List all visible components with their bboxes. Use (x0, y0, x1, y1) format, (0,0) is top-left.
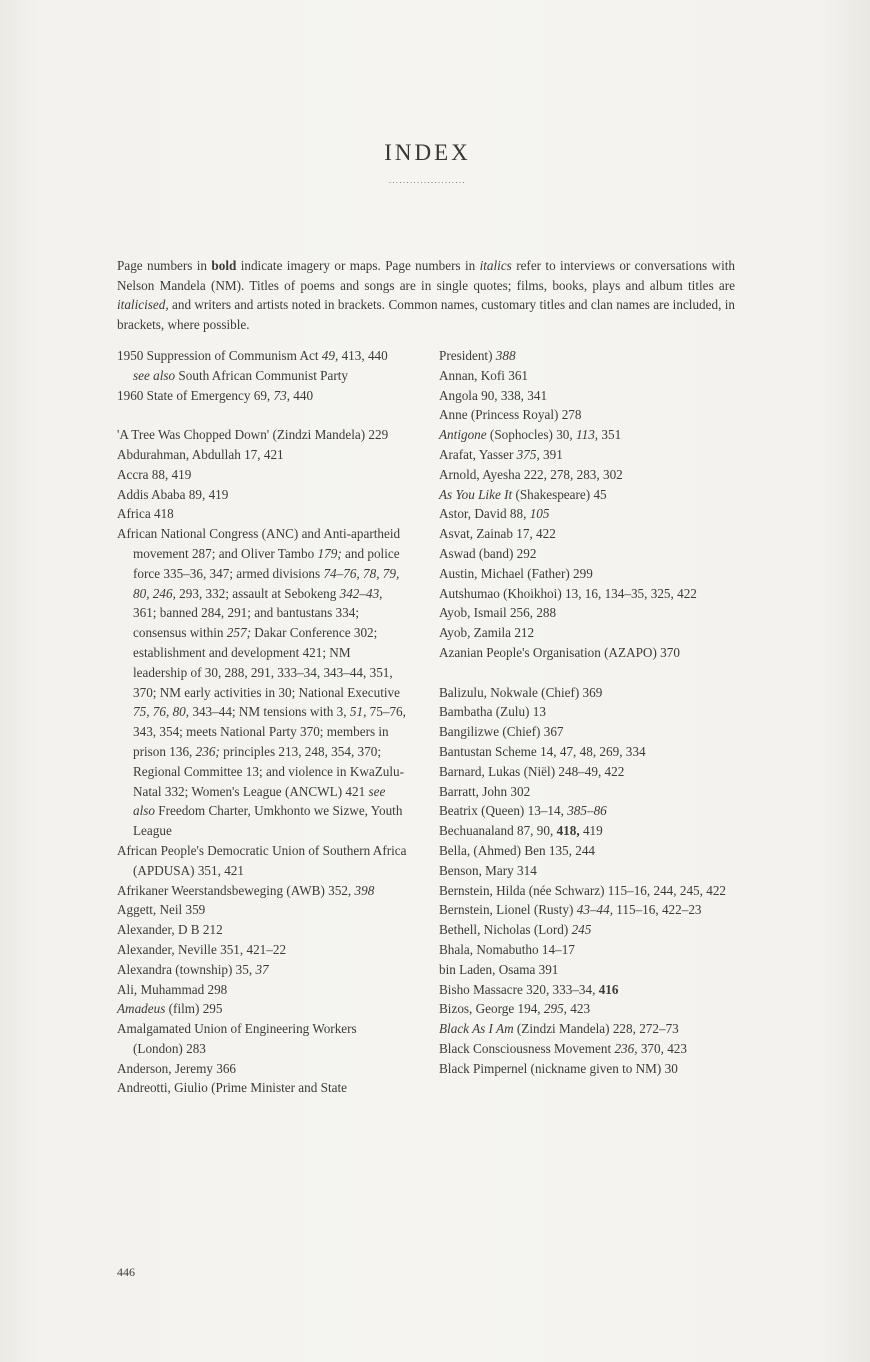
index-entry (439, 425, 739, 445)
index-entry-segment: Barnard, Lukas (Niël) 248–49, 422 (439, 763, 625, 779)
index-entry-segment: 1960 State of Emergency 69, (117, 387, 274, 403)
index-entry-segment: Alexandra (township) 35, (117, 961, 256, 977)
intro-italic-word: italics (479, 258, 512, 273)
index-entry-segment: 73, (273, 387, 290, 403)
index-entry (439, 366, 739, 386)
index-entry-segment: Antigone (439, 427, 487, 443)
index-entry (439, 603, 739, 623)
index-entry-segment: 419 (579, 823, 603, 839)
index-entry-segment: Asvat, Zainab 17, 422 (439, 526, 556, 542)
index-entry (439, 722, 739, 742)
index-entry-segment: 388 (495, 348, 516, 363)
index-entry (439, 465, 739, 485)
index-entry (439, 920, 739, 940)
index-entry-segment: 370, 423 (637, 1040, 687, 1056)
index-entry (439, 485, 739, 505)
index-entry-segment: 413, 440 (338, 348, 388, 363)
intro-text-3: refer to interviews or conversations with Nelson Mandela (NM). Titles of poems and songs are in single quotes; films, books, plays and album titles are (117, 258, 735, 293)
index-entry-segment: Bernstein, Hilda (née Schwarz) 115–16, 244, 245, 422 (439, 882, 727, 898)
index-entry (439, 584, 739, 604)
index-entry (117, 1019, 407, 1059)
index-entry (439, 960, 739, 980)
index-entry (439, 1039, 739, 1059)
index-entry (439, 1019, 739, 1039)
index-entry (117, 980, 407, 1000)
index-entry (439, 861, 739, 881)
index-entry (439, 405, 739, 425)
index-entry (439, 623, 739, 643)
index-entry (117, 1078, 407, 1098)
index-entry (439, 504, 739, 524)
index-entry-segment: Amalgamated Union of Engineering Workers (London) 283 (117, 1021, 357, 1056)
index-entry-segment: Astor, David 88, (439, 506, 530, 522)
index-entry-segment: Bantustan Scheme 14, 47, 48, 269, 334 (439, 743, 646, 759)
index-entry-segment: Freedom Charter, Umkhonto we Sizwe, Youth League (133, 803, 403, 839)
index-entry (439, 1059, 739, 1079)
index-entry-segment: Bambatha (Zulu) 13 (439, 704, 546, 720)
index-entry-segment: Andreotti, Giulio (Prime Minister and State (117, 1080, 348, 1096)
index-entry-segment: Bechuanaland 87, 90, (439, 823, 557, 839)
index-entry-segment: South African Communist Party (175, 367, 349, 383)
index-entry-segment: principles 213, 248, 354, 370; Regional Committee 13; and violence in KwaZulu-Natal 332; Women's League (ANCWL) 421 (133, 743, 405, 799)
index-entry-segment: 'A Tree Was Chopped Down' (Zindzi Mandela) 229 (117, 427, 389, 443)
index-entry-segment: Bernstein, Lionel (Rusty) (439, 902, 577, 918)
index-entry (439, 524, 739, 544)
index-entry-segment: Arafat, Yasser (439, 446, 517, 462)
intro-text-2: indicate imagery or maps. Page numbers in (236, 258, 480, 273)
index-entry (439, 445, 739, 465)
index-entry-segment: see also (133, 783, 386, 819)
index-entry-segment: 74–76, 78, 79, 80, 246, (133, 565, 400, 601)
index-entry-segment: 49, (321, 348, 339, 363)
index-entry-segment: 391 (539, 446, 563, 462)
index-entry-segment: 293, 332; assault at Sebokeng (175, 585, 340, 601)
index-entry-segment: (film) 295 (165, 1001, 223, 1017)
index-entry-segment: (Zindzi Mandela) 228, 272–73 (513, 1021, 679, 1037)
index-entry-segment: Afrikaner Weerstandsbeweging (AWB) 352, (117, 882, 355, 898)
index-entry-segment: 295, (543, 1001, 567, 1017)
index-entry-segment: Ali, Muhammad 298 (117, 981, 228, 997)
index-entry-segment: Alexander, D B 212 (117, 922, 223, 938)
index-entry-segment: Accra 88, 419 (117, 466, 192, 482)
index-entry-segment: 51, (349, 704, 367, 720)
index-entry-segment: Bizos, George 194, (439, 1001, 544, 1017)
index-entry-segment: Austin, Michael (Father) 299 (439, 565, 593, 581)
index-entry (117, 425, 407, 445)
index-entry-segment: Anderson, Jeremy 366 (117, 1060, 237, 1076)
index-entry-segment: 418, (556, 823, 580, 839)
intro-bold-word: bold (211, 258, 237, 273)
index-entry-segment: Addis Ababa 89, 419 (117, 486, 229, 502)
index-entry-segment: Azanian People's Organisation (AZAPO) 370 (439, 644, 680, 660)
index-entry-segment: Abdurahman, Abdullah 17, 421 (117, 446, 284, 462)
index-entry-segment: Black Pimpernel (nickname given to NM) 30 (439, 1060, 678, 1076)
index-entry-segment: 440 (290, 387, 314, 403)
index-entry-segment: Alexander, Neville 351, 421–22 (117, 941, 287, 957)
index-entry (117, 346, 407, 386)
title-ornament: ...................... (389, 176, 466, 185)
index-entry (439, 940, 739, 960)
index-entry (117, 524, 407, 841)
index-entry-segment: 385–86 (567, 803, 607, 819)
index-entry-segment: 1950 Suppression of Communism Act (117, 348, 322, 363)
index-entry (439, 683, 739, 703)
index-entry-segment: Benson, Mary 314 (439, 862, 537, 878)
index-entry-segment: Arnold, Ayesha 222, 278, 283, 302 (439, 466, 623, 482)
index-entry-segment: Aggett, Neil 359 (117, 902, 206, 918)
index-entry-segment: Amadeus (117, 1001, 166, 1017)
index-entry-segment: Dakar Conference 302; establishment and development 421; NM leadership of 30, 288, 291, 333–34, 343–44, 351, 370; NM early activities in 30; National Executive (133, 625, 400, 700)
index-entry (117, 999, 407, 1019)
index-entry-segment: Barratt, John 302 (439, 783, 531, 799)
index-entry-segment: Ayob, Ismail 256, 288 (439, 605, 557, 621)
index-entry-segment: 75–76, 343, 354; meets National Party 370; members in prison 136, (133, 704, 406, 759)
index-entry (439, 980, 739, 1000)
index-entry-segment: President) (439, 348, 496, 363)
index-entry-segment: As You Like It (439, 486, 513, 502)
index-entry-segment: 245 (571, 922, 592, 938)
index-entry-segment: Aswad (band) 292 (439, 545, 537, 561)
index-entry (439, 841, 739, 861)
index-entry-segment: 361; banned 284, 291; and bantustans 334; consensus within (133, 605, 359, 641)
index-entry (439, 762, 739, 782)
index-entry-segment: 423 (566, 1001, 591, 1017)
index-entry-segment: Bisho Massacre 320, 333–34, (439, 981, 599, 997)
index-entry (117, 1059, 407, 1079)
index-entry-segment: Balizulu, Nokwale (Chief) 369 (439, 684, 603, 700)
index-entry-segment: 398 (354, 882, 375, 898)
index-entry-segment: and police force 335–36, 347; armed divisions (133, 545, 400, 581)
index-letter-gap (117, 405, 407, 425)
index-letter-gap (439, 663, 739, 683)
index-entry (439, 386, 739, 406)
index-entry-segment: (Sophocles) 30, (486, 427, 576, 443)
index-column-right (439, 346, 739, 1078)
index-entry-segment: 105 (529, 506, 550, 522)
index-entry-segment: Anne (Princess Royal) 278 (439, 407, 582, 423)
index-entry-segment: 43–44, (576, 902, 613, 918)
index-entry-segment: (Shakespeare) 45 (512, 486, 607, 502)
intro-italicised-word: italicised, (117, 297, 169, 313)
index-column-left (117, 346, 407, 1098)
index-entry (439, 881, 739, 901)
index-entry-segment: 236; (195, 743, 220, 759)
index-entry-segment: Ayob, Zamila 212 (439, 625, 535, 641)
index-entry (117, 445, 407, 465)
index-entry-segment: 236, (614, 1040, 638, 1056)
index-introduction (117, 256, 735, 334)
index-entry-segment: see also (133, 367, 176, 383)
index-entry-segment: 342–43, (339, 585, 383, 601)
intro-text-1: Page numbers in (117, 258, 212, 273)
index-entry-segment: 416 (598, 981, 619, 997)
index-entry (117, 920, 407, 940)
index-entry (117, 960, 407, 980)
index-entry-segment: Bangilizwe (Chief) 367 (439, 724, 564, 740)
index-entry (117, 881, 407, 901)
index-entry-segment: bin Laden, Osama 391 (439, 961, 559, 977)
index-entry-segment: Africa 418 (117, 506, 174, 522)
index-entry-segment: 257; (226, 625, 251, 641)
index-entry-segment: 75, 76, 80, (133, 704, 190, 720)
index-entry (439, 801, 739, 821)
index-entry (117, 465, 407, 485)
index-entry-segment: Annan, Kofi 361 (439, 367, 529, 383)
index-entry (439, 544, 739, 564)
page-number: 446 (117, 1265, 135, 1279)
page-title: INDEX (384, 140, 471, 165)
index-entry-segment: 113, (576, 427, 599, 443)
index-entry (117, 900, 407, 920)
index-entry (439, 821, 739, 841)
index-entry-segment: Bethell, Nicholas (Lord) (439, 922, 572, 938)
index-entry (117, 841, 407, 881)
index-entry (439, 742, 739, 762)
index-entry-segment: 179; (317, 545, 342, 561)
index-entry (117, 504, 407, 524)
index-entry (439, 702, 739, 722)
index-entry-segment: Angola 90, 338, 341 (439, 387, 548, 403)
index-entry-segment: 343–44; NM tensions with 3, (189, 704, 350, 720)
index-entry-segment: African People's Democratic Union of Southern Africa (APDUSA) 351, 421 (117, 842, 407, 878)
index-entry-segment: Autshumao (Khoikhoi) 13, 16, 134–35, 325, 422 (439, 585, 697, 601)
index-entry (117, 386, 407, 406)
index-entry (117, 940, 407, 960)
index-entry-segment: 37 (255, 961, 269, 977)
index-entry (439, 782, 739, 802)
index-entry (439, 346, 739, 366)
index-entry-segment: 351 (598, 427, 622, 443)
index-entry-segment: Bhala, Nomabutho 14–17 (439, 941, 575, 957)
index-entry-segment: Beatrix (Queen) 13–14, (439, 803, 568, 819)
index-entry (439, 900, 739, 920)
index-entry-segment: African National Congress (ANC) and Anti-apartheid movement 287; and Oliver Tambo (117, 526, 401, 561)
index-entry-segment: 115–16, 422–23 (612, 902, 702, 918)
intro-text-4: and writers and artists noted in brackets. Common names, customary titles and clan names are included, in brackets, where possible. (117, 297, 735, 332)
index-entry (439, 643, 739, 663)
index-entry-segment: Black As I Am (439, 1021, 514, 1037)
index-entry (439, 999, 739, 1019)
index-entry-segment: 375, (516, 446, 540, 462)
index-entry-segment: Black Consciousness Movement (439, 1040, 615, 1056)
index-entry (439, 564, 739, 584)
index-entry-segment: Bella, (Ahmed) Ben 135, 244 (439, 842, 596, 858)
index-entry (117, 485, 407, 505)
